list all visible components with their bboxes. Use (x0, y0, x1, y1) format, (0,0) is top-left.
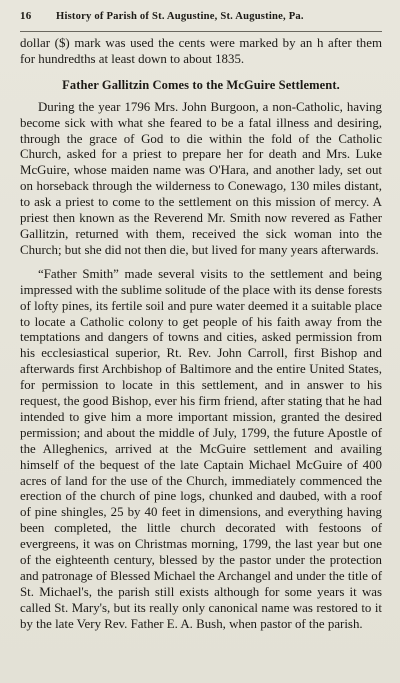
section-heading: Father Gallitzin Comes to the McGuire Settlement. (62, 77, 340, 92)
page-header (20, 6, 382, 32)
page-body (20, 36, 382, 633)
continuation-paragraph: dollar ($) mark was used the cents were marked by an h after them for hundredths at least down to about 1835. (20, 36, 382, 66)
page-number: 16 (20, 10, 32, 22)
paragraph-father-smith-settlement: “Father Smith” made several visits to the settlement and being impressed with the sublime solitude of the place with its dense forests of lofty pines, its fertile soil and pure water deemed it a suitable place to locate a Catholic colony to get people of his faith away from the temptations and dangers of towns and cities, asked permission from his ecclesiastical superior, Rt. Rev. John Carroll, first Bishop and afterwards first Archbishop of Baltimore and the entire United States, for permission to locate in this settlement, and in answer to his request, the good Bishop, ever his firm friend, after stating that he had intended to give him a more important mission, granted the desired permission; and about the middle of July, 1799, the future Apostle of the Alleghenics, arrived at the McGuire settlement and availing himself of the bequest of the late Captain Michael McGuire of 400 acres of land for the use of the Church, immediately commenced the erection of the church of pine logs, chunked and daubed, with a roof of pine shingles, 25 by 40 feet in dimensions, and everything having been completed, the little church decorated with festoons of evergreens, it was on Christmas morning, 1799, the last year but one of the eighteenth century, blessed by the pastor under the protection and patronage of Blessed Michael the Archangel and under the title of St. Michael's, the parish still exists although for some years it was called St. Mary's, but its really only canonical name was restored to it by the late Very Rev. Father E. A. Bush, when pastor of the parish. (20, 266, 382, 631)
running-title: History of Parish of St. Augustine, St. Augustine, Pa. (56, 11, 304, 22)
paragraph-burgoon-illness: During the year 1796 Mrs. John Burgoon, a non-Catholic, having become sick with what she feared to be a fatal illness and desiring, through the grace of God to die within the fold of the Catholic Church, asked for a priest to prepare her for death and Mrs. Luke McGuire, whose maiden name was O'Hara, and another lady, set out on horseback through the wilderness to Conewago, 130 miles distant, to ask a priest to come to the settlement on this mission of mercy. A priest then known as the Reverend Mr. Smith now revered as Father Gallitzin, returned with them, received the sick woman into the Church; but she did not then die, but lived for many years afterwards. (20, 99, 382, 257)
